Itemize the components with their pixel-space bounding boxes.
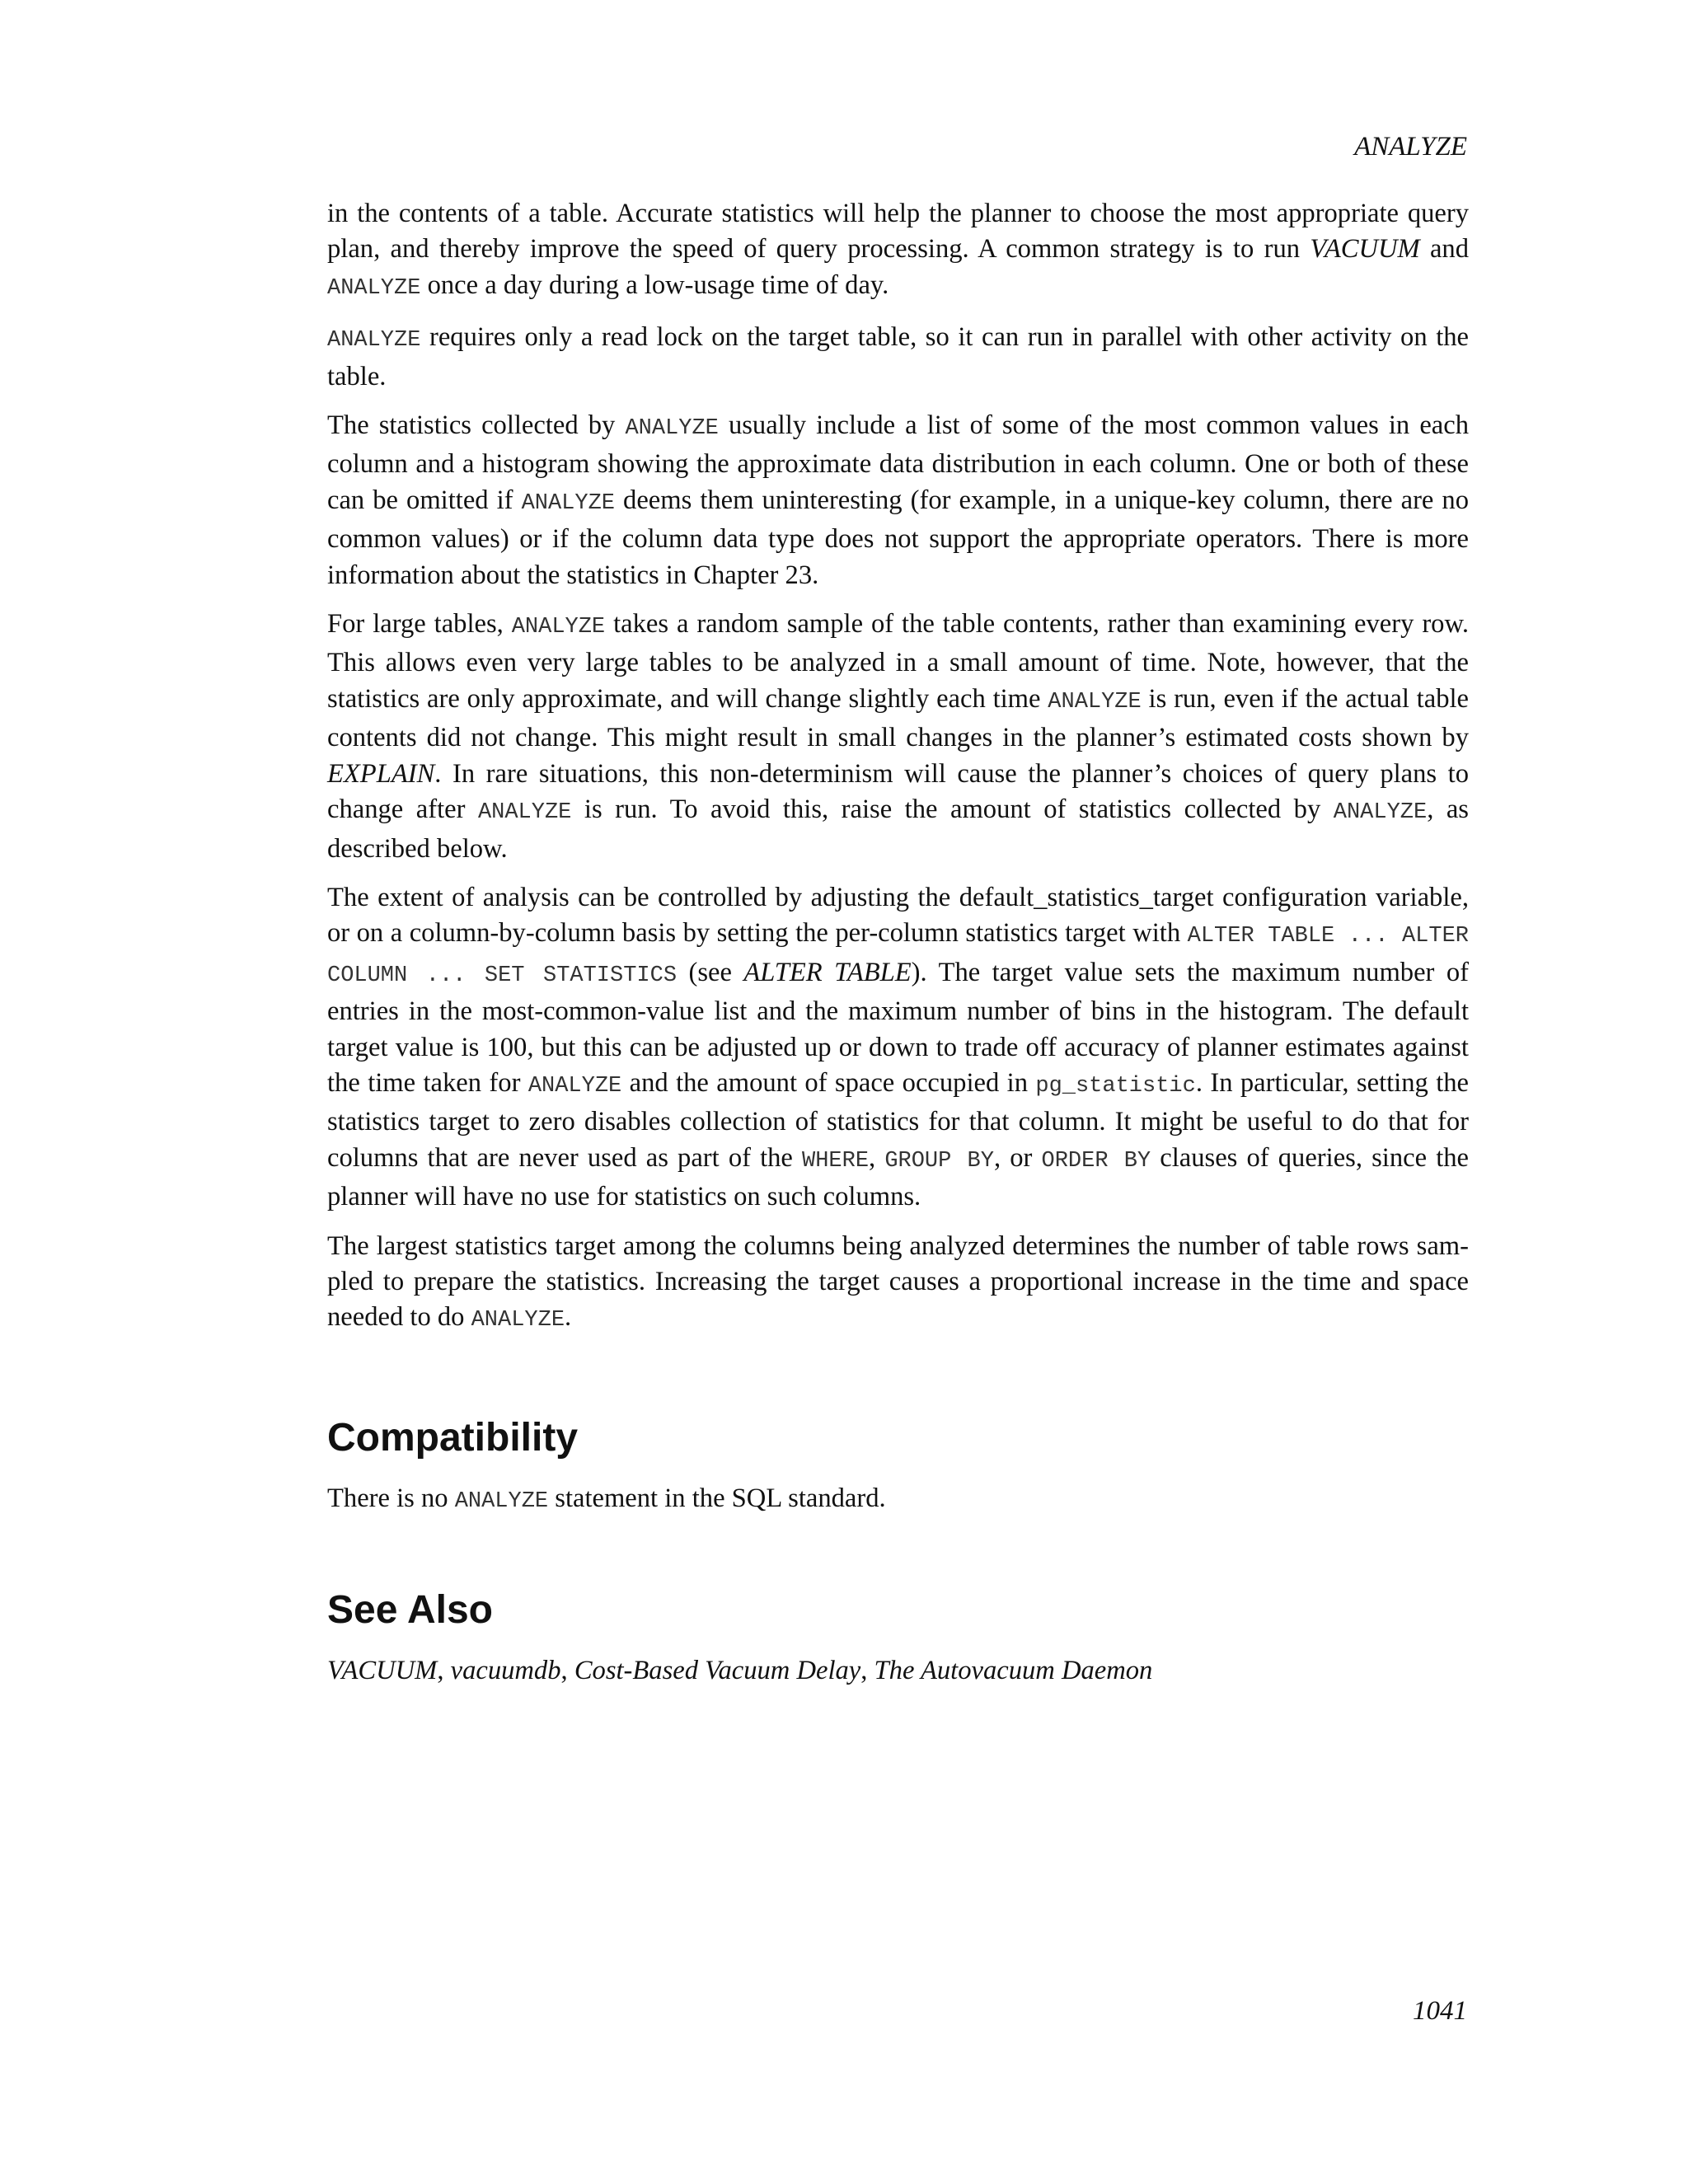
see-also-links — [327, 1653, 1469, 1689]
analyze-code: ANALYZE — [1048, 689, 1142, 715]
analyze-code: ANALYZE — [454, 1488, 549, 1514]
text-run: The extent of analysis can be controlled by adjusting the default_statistics_target configuration variable, or on a column-by-column basis by setting the per-column statistics target with — [327, 882, 1469, 949]
text-run: . In particular, setting the statistics target to zero disables collection of statistics for that column. It might be useful to do that for columns that are never used as part of the — [327, 1067, 1469, 1173]
text-run: The largest statistics target among the columns being analyzed determines the number of table rows sampled to prepare the statistics. Increasing the target causes a proportional increase in the time and space needed to do — [327, 1230, 1469, 1333]
text-run: , — [869, 1142, 885, 1173]
see-also-vacuum-link[interactable]: VACUUM — [327, 1656, 438, 1686]
analyze-code: ANALYZE — [511, 615, 606, 640]
analyze-code: ANALYZE — [528, 1073, 622, 1099]
separator: , — [437, 1656, 451, 1686]
analyze-code: ANALYZE — [477, 800, 572, 826]
text-run: For large tables, — [327, 609, 512, 640]
text-run: requires only a read lock on the target table, so it can run in parallel with other activity on the table. — [327, 322, 1469, 391]
text-run: is run, even if the actual table contents did not change. This might result in small changes in the planner’s estimated costs shown by — [327, 683, 1469, 753]
analyze-code: ANALYZE — [327, 328, 421, 354]
paragraph-statistics-collected — [327, 408, 1469, 593]
see-also-cost-based-vacuum-delay-link[interactable]: Cost-Based Vacuum Delay — [574, 1656, 861, 1686]
text-run: , as described below. — [327, 794, 1469, 864]
text-run: The statistics collected by — [327, 410, 626, 441]
paragraph-extent-of-analysis — [327, 880, 1469, 1216]
paragraph-large-tables — [327, 607, 1469, 867]
text-run: . In rare situations, this non-determinism will cause the planner’s choices of query plans to change after — [327, 758, 1469, 825]
running-header: ANALYZE — [1354, 132, 1467, 162]
text-run: deems them uninteresting (for example, in a unique-key column, there are no common values) or if the column data type does not support the appropriate operators. There is more information about the statistics in Chapter 23. — [327, 485, 1470, 590]
text-run: takes a random sample of the table contents, rather than examining every row. This allows even very large tables to be analyzed in a small amount of time. Note, however, that the statistics are only approximate, and will change slightly each time — [327, 609, 1470, 714]
alter-table-code: ALTER TABLE ... ALTER COLUMN ... SET STATISTICS — [327, 924, 1469, 988]
text-run: , or — [993, 1142, 1042, 1173]
order-by-code: ORDER BY — [1041, 1148, 1151, 1174]
explain-link[interactable]: EXPLAIN — [327, 758, 435, 789]
paragraph-statistics-intro — [327, 196, 1469, 307]
analyze-code: ANALYZE — [521, 490, 615, 516]
where-code: WHERE — [802, 1148, 870, 1174]
text-run: clauses of queries, since the planner will have no use for statistics on such columns. — [327, 1142, 1469, 1212]
see-also-heading: See Also — [327, 1588, 493, 1633]
analyze-code: ANALYZE — [471, 1308, 565, 1333]
text-run: and the amount of space occupied in — [621, 1067, 1036, 1098]
see-also-vacuumdb-link[interactable]: vacuumdb — [450, 1656, 561, 1686]
group-by-code: GROUP BY — [884, 1148, 994, 1174]
text-run: (see — [677, 957, 744, 987]
text-run: and — [1419, 234, 1469, 265]
compatibility-heading: Compatibility — [327, 1415, 579, 1460]
text-run: There is no — [327, 1483, 455, 1513]
paragraph-compatibility — [327, 1481, 1469, 1520]
text-run: once a day during a low-usage time of day. — [420, 269, 889, 300]
separator: , — [860, 1656, 874, 1686]
pg-statistic-code: pg_statistic — [1035, 1073, 1196, 1099]
page-content — [327, 196, 1469, 1703]
page-number: 1041 — [1413, 1996, 1467, 2026]
text-run: is run. To avoid this, raise the amount of statistics collected by — [571, 794, 1334, 825]
analyze-code: ANALYZE — [327, 275, 421, 301]
analyze-code: ANALYZE — [625, 416, 719, 442]
paragraph-read-lock — [327, 320, 1469, 395]
vacuum-link[interactable]: VACUUM — [1310, 234, 1420, 265]
separator: , — [560, 1656, 574, 1686]
text-run: usually include a list of some of the most common values in each column and a histogram showing the approximate data distribution in each column. One or both of these can be omitted if — [327, 410, 1469, 515]
paragraph-largest-target — [327, 1229, 1469, 1339]
text-run: . — [565, 1302, 572, 1333]
alter-table-link[interactable]: ALTER TABLE — [743, 957, 912, 987]
text-run: statement in the SQL standard. — [548, 1483, 886, 1513]
analyze-code: ANALYZE — [1333, 800, 1428, 826]
text-run: in the contents of a table. Accurate statistics will help the planner to choose the most appropriate query plan, and thereby improve the speed of query processing. A common strategy is to run — [327, 199, 1469, 265]
text-run: ). The target value sets the maximum number of entries in the most-common-value list and the maximum number of bins in the histogram. The default target value is 100, but this can be adjusted up or down to trade off accuracy of planner estimates against the time taken for — [327, 957, 1469, 1098]
see-also-autovacuum-daemon-link[interactable]: The Autovacuum Daemon — [874, 1656, 1153, 1686]
